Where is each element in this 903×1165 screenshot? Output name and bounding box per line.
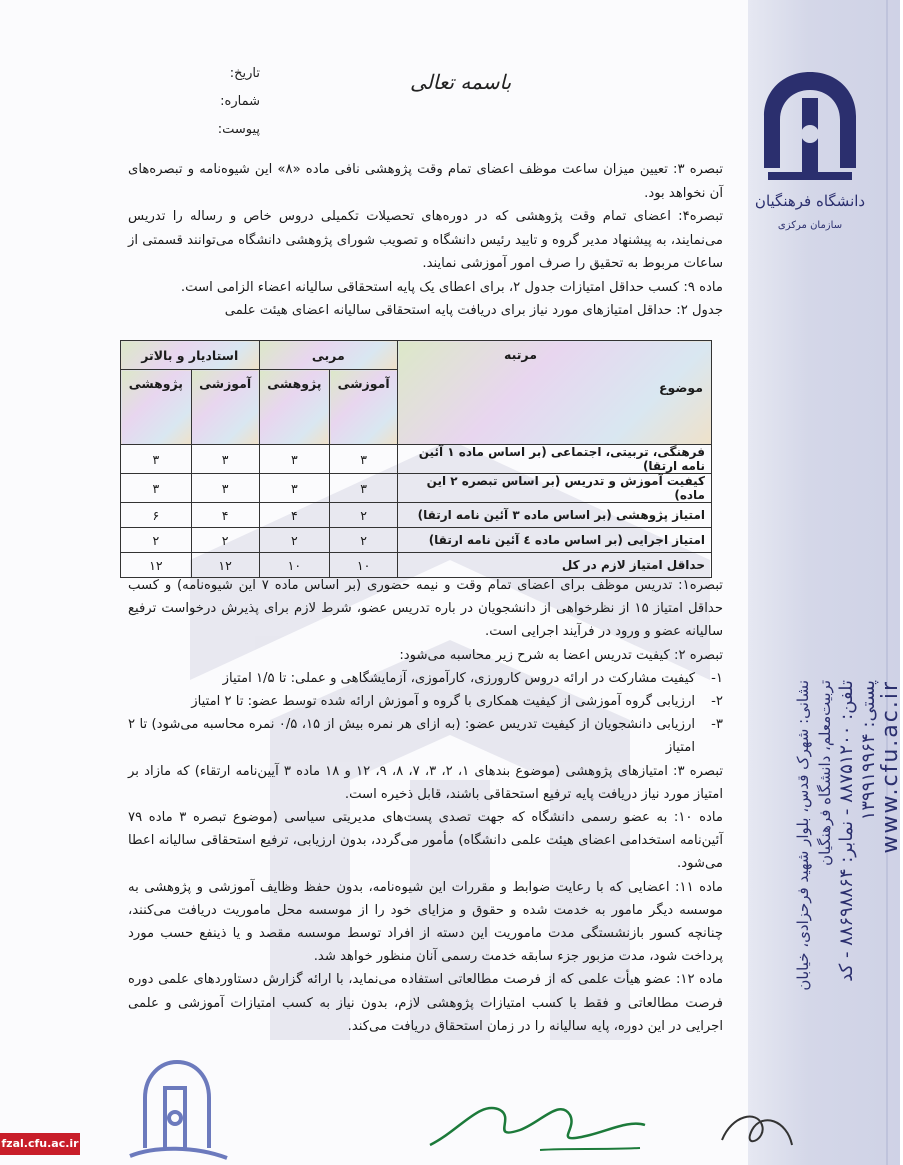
table-cell: ۳ (330, 474, 398, 503)
paragraph-note-1: تبصره۱: تدریس موظف برای اعضای تمام وقت و نیمه حضوری (بر اساس ماده ۷ این شیوه‌نامه) و کسب حداقل امتیاز ۱۵ از نظرخواهی از دانشجویان در باره تدریس عضو، شرط لازم برای پذیرش درخواست ترفیع سالیانه عضو و ورود در فرآیند اجرایی است. (128, 578, 723, 640)
table-cell: ۳ (121, 474, 192, 503)
table-row (121, 474, 712, 503)
table-cell: ۲ (259, 528, 330, 553)
table-corner-header (398, 341, 712, 445)
row-label: امتیاز پژوهشی (بر اساس ماده ۳ آئین نامه ارتقا) (398, 503, 712, 528)
paragraph-note-3b: تبصره ۳: امتیازهای پژوهشی (موضوع بندهای ۱، ۲، ۳، ۷، ۸، ۹، ۱۲ و ۱۸ ماده ۳ آیین‌نامه ارتقاء) که مازاد بر امتیاز مورد نیاز دریافت پایه ترفیع استحقاقی باشند، قابل ذخیره است. (128, 763, 724, 802)
table-cell: ۲ (191, 528, 259, 553)
table-cell: ۳ (191, 445, 259, 474)
table-cell: ۳ (191, 474, 259, 503)
org-address: نشانی: شهرک قدس، بلوار شهید فرحزادی، خیابان تربیت‌معلم، دانشگاه فرهنگیان (794, 680, 834, 991)
org-phone: تلفن: ۸۸۷۵۱۲۰۰ - نمابر: ۸۸۶۹۸۸۶۴ - کد پستی: ۱۳۹۹۱۹۹۶۴ (836, 680, 879, 982)
rank-header: مرتبه (504, 347, 537, 362)
org-name: دانشگاه فرهنگیان (754, 192, 866, 210)
table-cell: ۲ (330, 528, 398, 553)
org-subtitle: سازمان مرکزی (777, 220, 843, 231)
list-text: ارزیابی گروه آموزشی از کیفیت همکاری با گروه و آموزش ارائه شده توسط عضو: تا ۲ امتیاز (191, 694, 695, 710)
date-label: تاریخ: (229, 66, 260, 81)
table-cell: ۲ (330, 503, 398, 528)
list-text: کیفیت مشارکت در ارائه دروس کارورزی، کارآموزی، آزمایشگاهی و عملی: تا ۱/۵ امتیاز (222, 670, 695, 686)
list-number: ۳- (711, 717, 723, 733)
paragraph-note-4: تبصره۴: اعضای تمام وقت پژوهشی که در دوره‌های تحصیلات تکمیلی دروس خاص و رساله را تدریس می‌نمایند، به پیشنهاد مدیر گروه و تایید رئیس دانشگاه و تصویب شورای پژوهشی دانشگاه می‌توانند قسمتی از ساعات مربوط به تحقیق را صرف امور آموزشی نمایند. (128, 209, 723, 271)
table-cell: ۴ (259, 503, 330, 528)
org-website: www.cfu.ac.ir (878, 680, 903, 854)
university-logo-icon (754, 68, 866, 238)
letter-meta (200, 60, 260, 144)
table-cell: ۶ (121, 503, 192, 528)
basmala-heading: باسمه تعالی (410, 70, 512, 94)
row-label: کیفیت آموزش و تدریس (بر اساس تبصره ۲ این ماده) (398, 474, 712, 503)
table-cell: ۱۲ (121, 553, 192, 578)
row-label: حداقل امتیاز لازم در کل (398, 553, 712, 578)
list-item (128, 690, 723, 713)
official-stamp-icon (115, 1048, 235, 1165)
list-text: ارزیابی دانشجویان از کیفیت تدریس عضو: (به ازای هر نمره بیش از ۱۵، ۰/۵ نمره محاسبه می‌شود) تا ۲ امتیاز (128, 717, 695, 756)
table-row (121, 528, 712, 553)
table-cell: ۱۰ (330, 553, 398, 578)
row-label: فرهنگی، تربیتی، اجتماعی (بر اساس ماده ۱ آئین نامه ارتقا) (398, 445, 712, 474)
table-row (121, 503, 712, 528)
list-number: ۲- (711, 694, 723, 710)
scores-table (120, 340, 712, 578)
sub-header: آموزشی (330, 370, 398, 445)
site-badge: fzal.cfu.ac.ir (0, 1133, 80, 1155)
sub-header: پژوهشی (121, 370, 192, 445)
paragraph-note-2: تبصره ۲: کیفیت تدریس اعضا به شرح زیر محاسبه می‌شود: (399, 647, 723, 663)
group-header-instructor: مربی (259, 341, 397, 370)
list-number: ۱- (711, 670, 723, 686)
table-cell: ۳ (259, 474, 330, 503)
sub-header: پژوهشی (259, 370, 330, 445)
table-cell: ۳ (330, 445, 398, 474)
paragraph-article-11: ماده ۱۱: اعضایی که با رعایت ضوابط و مقررات این شیوه‌نامه، بدون حفظ وظایف آموزشی و پژوهشی به موسسه دیگر مامور به خدمت شده و حقوق و مزایای خود را از موسسه محل ماموریت دریافت می‌کنند، چنانچه کسور بازنشستگی مدت ماموریت این دسته از افراد توسط موسسه مقصد و یا ذینفع حسب مورد پرداخت شود، مدت مزبور جزء سابقه خدمت رسمی آنان منظور خواهد شد. (128, 879, 723, 965)
paragraph-note-3: تبصره ۳: تعیین میزان ساعت موظف اعضای تمام وقت پژوهشی نافی ماده «۸» این شیوه‌نامه و تبصره‌های آن نخواهد بود. (128, 162, 724, 201)
table-cell: ۳ (121, 445, 192, 474)
table-row (121, 445, 712, 474)
table-cell: ۱۰ (259, 553, 330, 578)
list-item (128, 713, 723, 759)
list-item (128, 667, 723, 690)
paragraph-article-12: ماده ۱۲: عضو هیأت علمی که از فرصت مطالعاتی استفاده می‌نماید، با ارائه گزارش دستاوردهای علمی دوره فرصت مطالعاتی و فقط با کسب امتیازات پژوهشی لازم، بدون نیاز به کسب امتیازات آموزشی و علمی اجرایی در این دوره، پایه سالیانه را در زمان استحقاق دریافت می‌کند. (128, 972, 724, 1034)
table-cell: ۲ (121, 528, 192, 553)
sub-header: آموزشی (191, 370, 259, 445)
paragraph-article-9: ماده ۹: کسب حداقل امتیازات جدول ۲، برای اعطای یک پایه استحقاقی سالیانه اعضاء الزامی است. (180, 279, 723, 295)
initials-signature-icon (712, 1100, 802, 1160)
attachment-label: پیوست: (217, 122, 260, 137)
paragraph-article-10: ماده ۱۰: به عضو رسمی دانشگاه که جهت تصدی پست‌های مدیریتی سیاسی (موضوع تبصره ۳ ماده ۷۹ آئین‌نامه استخدامی اعضای هیئت علمی دانشگاه) مأمور می‌گردد، بدون ارزیابی، ترفیع استحقاقی سالیانه اعطا می‌شود. (128, 810, 723, 872)
table-caption: جدول ۲: حداقل امتیازهای مورد نیاز برای دریافت پایه استحقاقی سالیانه اعضای هیئت علمی (224, 303, 723, 318)
table-cell: ۴ (191, 503, 259, 528)
number-label: شماره: (220, 94, 260, 109)
table-cell: ۳ (259, 445, 330, 474)
group-header-assistant-professor: استادیار و بالاتر (121, 341, 260, 370)
letterhead-address-block (792, 680, 902, 1010)
body-text-top (128, 158, 723, 323)
subject-header: موضوع (658, 380, 703, 395)
table-cell: ۱۲ (191, 553, 259, 578)
signature-icon (420, 1090, 650, 1160)
body-text-bottom (128, 574, 723, 1038)
row-label: امتیاز اجرایی (بر اساس ماده ٤ آئین نامه ارتقا) (398, 528, 712, 553)
